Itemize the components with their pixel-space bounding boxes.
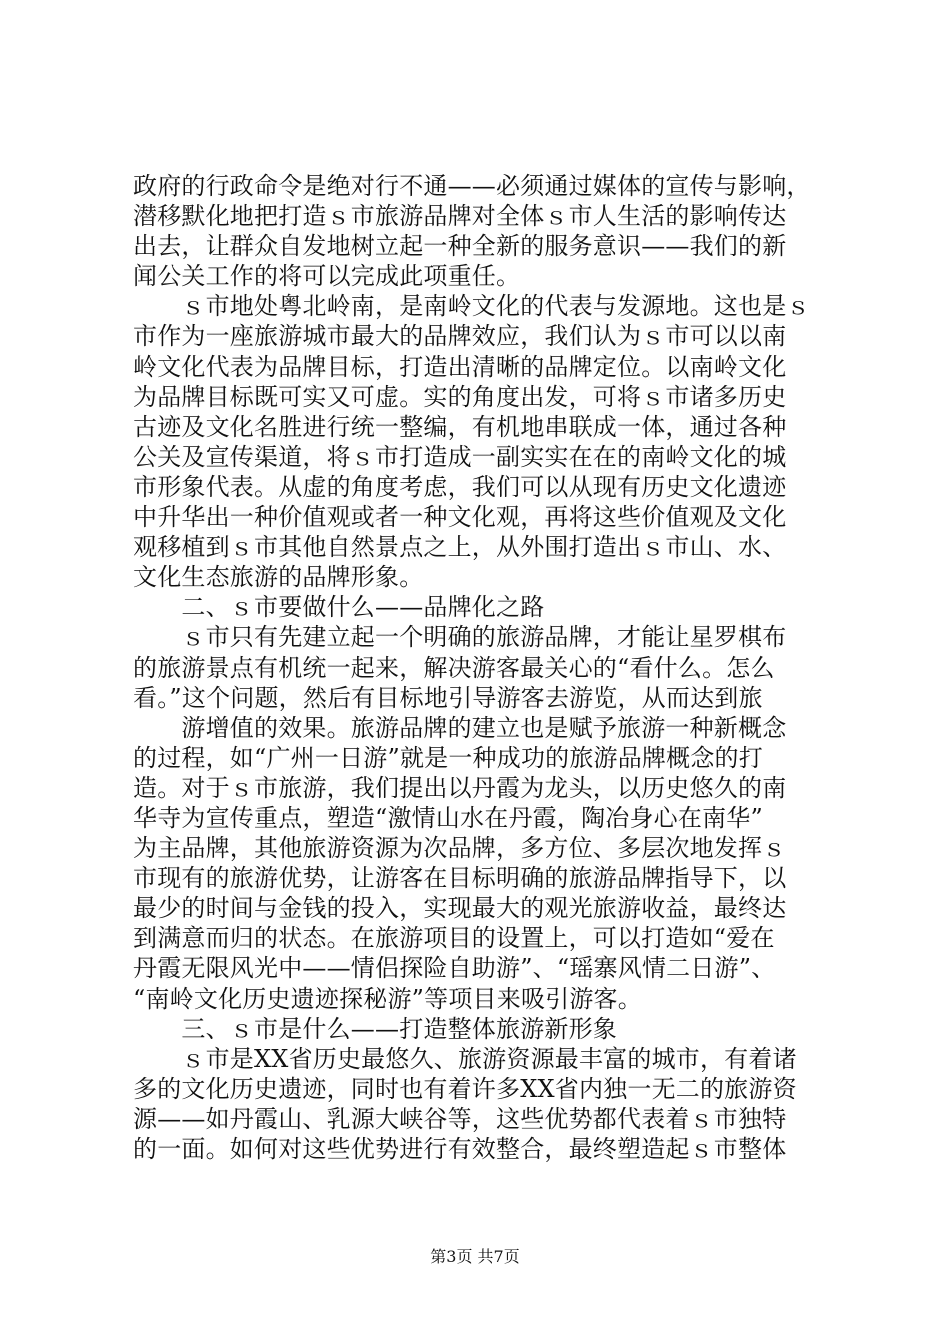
body-line-30: ｓ市是XX省历史最悠久、旅游资源最丰富的城市，有着诸 — [133, 1044, 797, 1073]
body-line-8: 为品牌目标既可实又可虚。实的角度出发，可将ｓ市诸多历史 — [133, 382, 787, 411]
body-line-10: 公关及宣传渠道，将ｓ市打造成一副实实在在的南岭文化的城 — [133, 442, 787, 471]
body-line-14: 文化生态旅游的品牌形象。 — [133, 563, 424, 592]
body-line-3: 出去，让群众自发地树立起一种全新的服务意识——我们的新 — [133, 232, 787, 261]
body-line-13: 观移植到ｓ市其他自然景点之上，从外围打造出ｓ市山、水、 — [133, 533, 787, 562]
body-line-7: 岭文化代表为品牌目标，打造出清晰的品牌定位。以南岭文化 — [133, 352, 787, 381]
body-line-26: 到满意而归的状态。在旅游项目的设置上，可以打造如“爱在 — [133, 924, 775, 953]
body-line-21: 造。对于ｓ市旅游，我们提出以丹霞为龙头，以历史悠久的南 — [133, 773, 787, 802]
body-line-6: 市作为一座旅游城市最大的品牌效应，我们认为ｓ市可以以南 — [133, 322, 787, 351]
body-line-33: 的一面。如何对这些优势进行有效整合，最终塑造起ｓ市整体 — [133, 1135, 787, 1163]
document-body — [133, 171, 833, 1164]
body-line-23: 为主品牌，其他旅游资源为次品牌，多方位、多层次地发挥ｓ — [133, 834, 787, 863]
body-line-9: 古迹及文化名胜进行统一整编，有机地串联成一体，通过各种 — [133, 412, 787, 441]
body-line-31: 多的文化历史遗迹，同时也有着许多XX省内独一无二的旅游资 — [133, 1074, 797, 1103]
body-line-32: 源——如丹霞山、乳源大峡谷等，这些优势都代表着ｓ市独特 — [133, 1104, 787, 1133]
body-line-27: 丹霞无限风光中——情侣探险自助游”、“瑶寨风情二日游”、 — [133, 954, 776, 983]
body-line-5: ｓ市地处粤北岭南，是南岭文化的代表与发源地。这也是ｓ — [133, 292, 811, 321]
body-line-19: 游增值的效果。旅游品牌的建立也是赋予旅游一种新概念 — [133, 713, 787, 742]
section-heading-2: 二、ｓ市要做什么——品牌化之路 — [133, 593, 545, 622]
body-line-12: 中升华出一种价值观或者一种文化观，再将这些价值观及文化 — [133, 503, 787, 532]
page-number-footer: 第3页 共7页 — [430, 1247, 520, 1266]
body-line-20: 的过程，如“广州一日游”就是一种成功的旅游品牌概念的打 — [133, 743, 763, 772]
body-line-17: 的旅游景点有机统一起来，解决游客最关心的“看什么。怎么 — [133, 653, 775, 682]
body-line-4: 闻公关工作的将可以完成此项重任。 — [133, 262, 521, 291]
body-line-2: 潜移默化地把打造ｓ市旅游品牌对全体ｓ市人生活的影响传达 — [133, 202, 787, 231]
section-heading-3: 三、ｓ市是什么——打造整体旅游新形象 — [133, 1014, 617, 1043]
body-line-18: 看。”这个问题，然后有目标地引导游客去游览，从而达到旅 — [133, 683, 763, 712]
body-line-22: 华寺为宣传重点，塑造“激情山水在丹霞，陶冶身心在南华” — [133, 803, 763, 832]
body-line-24: 市现有的旅游优势，让游客在目标明确的旅游品牌指导下，以 — [133, 864, 787, 893]
body-line-1: 政府的行政命令是绝对行不通——必须通过媒体的宣传与影响， — [133, 172, 811, 200]
body-line-11: 市形象代表。从虚的角度考虑，我们可以从现有历史文化遗迹 — [133, 472, 787, 501]
body-line-28: “南岭文化历史遗迹探秘游”等项目来吸引游客。 — [133, 984, 642, 1013]
body-line-25: 最少的时间与金钱的投入，实现最大的观光旅游收益，最终达 — [133, 894, 787, 923]
body-line-16: ｓ市只有先建立起一个明确的旅游品牌，才能让星罗棋布 — [133, 623, 787, 652]
